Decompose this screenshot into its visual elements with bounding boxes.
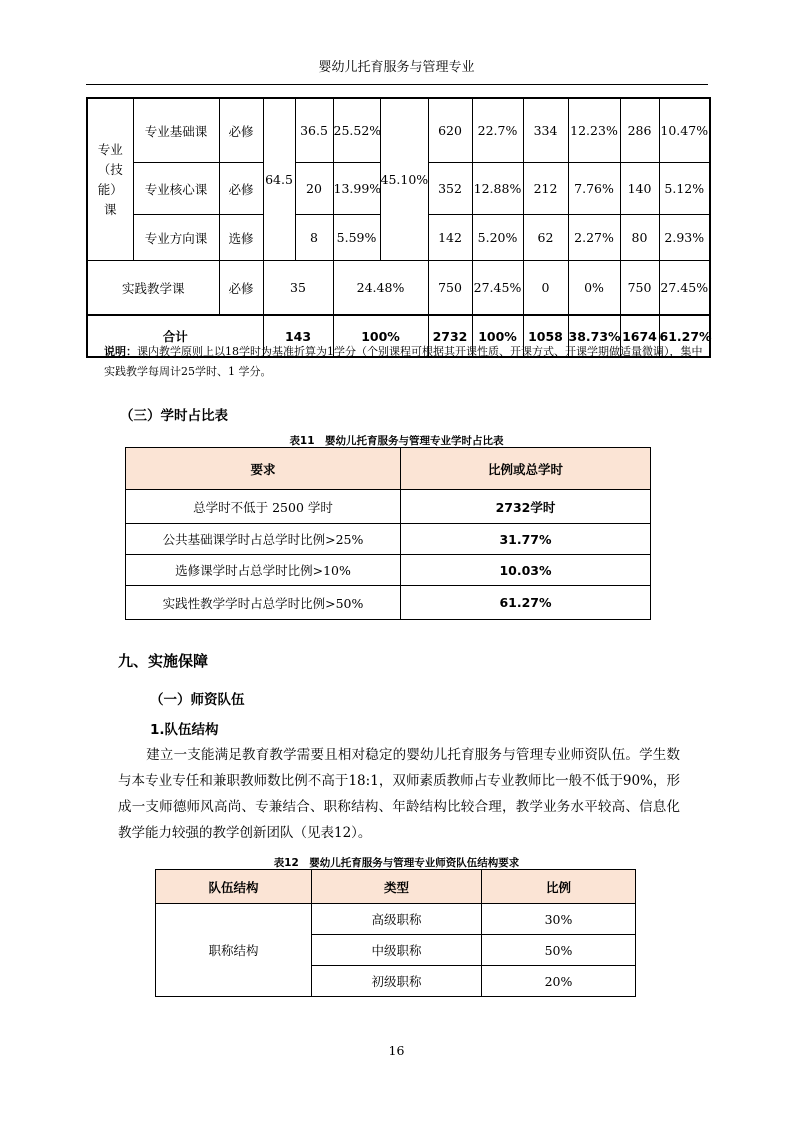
section-title: （一）师资队伍 xyxy=(150,692,245,708)
table-row: 职称结构 高级职称 30% xyxy=(156,904,636,935)
note-label: 说明： xyxy=(104,345,137,358)
table-note xyxy=(104,342,704,382)
chapter-title: 九、实施保障 xyxy=(118,652,209,670)
total-label: 合计 xyxy=(87,315,263,357)
table-caption: 表12 婴幼儿托育服务与管理专业师资队伍结构要求 xyxy=(273,857,520,869)
table-header-row xyxy=(156,870,636,904)
table-row: 实践教学课 必修 35 24.48% 750 27.45% 0 0% 750 27.45% xyxy=(87,261,710,316)
running-header: 婴幼儿托育服务与管理专业 xyxy=(318,60,475,75)
group-label: 专业（技能）课 xyxy=(87,98,133,261)
page-number: 16 xyxy=(388,1043,405,1058)
table-row: 初级职称 20% xyxy=(156,966,636,997)
table-row: 专业（技能）课 专业基础课 必修 64.5 36.5 25.52% 45.10% 620 22.7% 334 12.23% 286 10.47% xyxy=(87,98,710,163)
table-row: 专业核心课 必修 20 13.99% 352 12.88% 212 7.76% 140 5.12% xyxy=(87,163,710,215)
table-row: 中级职称 50% xyxy=(156,935,636,966)
ratio-table xyxy=(125,447,651,620)
section-title: （三）学时占比表 xyxy=(120,408,228,424)
column-header: 比例或总学时 xyxy=(401,448,651,490)
table-row: 合计 143 100% 2732 100% 1058 38.73% 1674 61.27% xyxy=(87,315,710,357)
body-paragraph: 建立一支能满足教育教学需要且相对稳定的婴幼儿托育服务与管理专业师资队伍。学生数与本专业专任和兼职教师数比例不高于18:1，双师素质教师占专业教师比一般不低于90%，形成一支师德师风高尚、专兼结合、职称结构、年龄结构比较合理，教学业务水平较高、信息化教学能力较强的教学创新团队（见表12）。 xyxy=(118,747,680,841)
column-header: 类型 xyxy=(312,870,482,904)
group-credit: 64.5 xyxy=(263,98,295,261)
table-row: 实践性教学学时占总学时比例>50% 61.27% xyxy=(126,586,651,620)
faculty-table xyxy=(155,869,636,997)
table-row: 选修课学时占总学时比例>10% 10.03% xyxy=(126,555,651,586)
note-text: 课内教学原则上以18学时为基准折算为1学分（个别课程可根据其开课性质、开课方式、开课学期做适量微调），集中实践教学每周计25学时、1 学分。 xyxy=(104,345,703,378)
table-row: 公共基础课学时占总学时比例>25% 31.77% xyxy=(126,524,651,555)
table-row: 专业方向课 选修 8 5.59% 142 5.20% 62 2.27% 80 2.93% xyxy=(87,215,710,261)
header-rule xyxy=(86,84,708,85)
table-row: 总学时不低于 2500 学时 2732学时 xyxy=(126,490,651,524)
column-header: 队伍结构 xyxy=(156,870,312,904)
credit-table xyxy=(86,97,711,358)
subsection-title: 1.队伍结构 xyxy=(150,722,219,738)
column-header: 要求 xyxy=(126,448,401,490)
column-header: 比例 xyxy=(482,870,636,904)
group-label: 职称结构 xyxy=(156,904,312,997)
table-header-row xyxy=(126,448,651,490)
group-credit-pct: 45.10% xyxy=(380,98,428,261)
table-caption: 表11 婴幼儿托育服务与管理专业学时占比表 xyxy=(289,435,504,447)
